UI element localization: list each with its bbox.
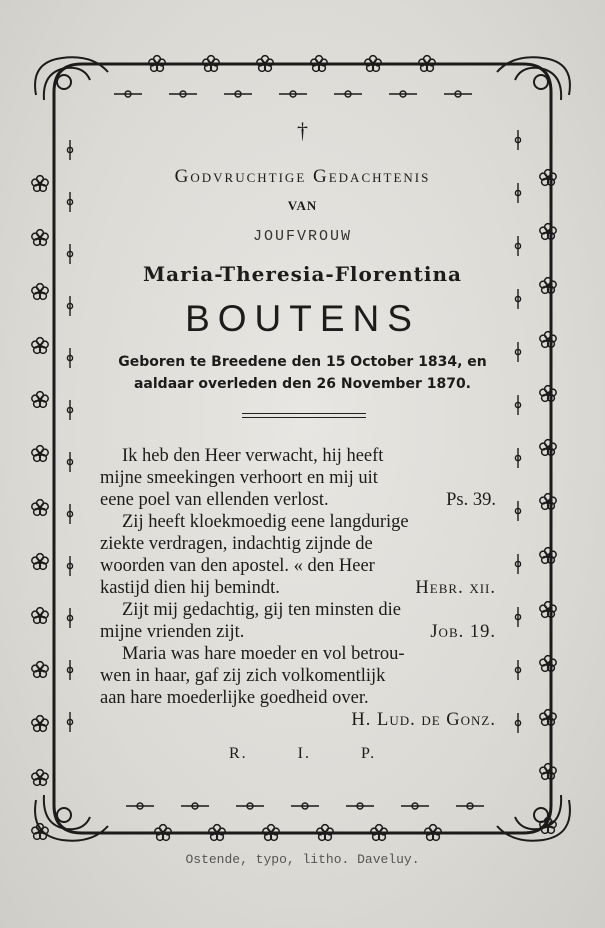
card-heading: Godvruchtige Gedachtenis <box>174 166 431 187</box>
text-line <box>100 622 496 643</box>
dash-ornament <box>279 91 307 97</box>
text-line: aan hare moederlijke goedheid over. <box>100 688 369 708</box>
rip-letter: R. <box>228 745 248 762</box>
van-label: VAN <box>287 198 318 213</box>
text-line-body: kastijd dien hij bemindt. <box>100 578 280 598</box>
flower-ornament <box>540 764 556 780</box>
cross-icon: † <box>297 118 308 143</box>
deceased-first-names: Maria-Theresia-Florentina <box>143 262 462 286</box>
dash-ornament <box>456 803 484 809</box>
dash-ornament <box>67 244 72 264</box>
deceased-surname: BOUTENS <box>185 298 420 339</box>
flower-ornament <box>32 446 48 462</box>
dash-ornament <box>515 395 520 415</box>
scripture-reference: Job. 19. <box>430 622 496 642</box>
flower-ornament <box>540 440 556 456</box>
text-line <box>100 490 496 511</box>
dash-ornament <box>181 803 209 809</box>
flower-ornament <box>32 716 48 732</box>
rip-letter: I. <box>297 745 311 762</box>
text-line: Zijt mij gedachtig, gij ten minsten die <box>122 600 401 620</box>
dash-ornament <box>334 91 362 97</box>
dash-ornament <box>224 91 252 97</box>
flower-ornament <box>540 710 556 726</box>
text-line-body: mijne vrienden zijt. <box>100 622 245 642</box>
text-line: wen in haar, gaf zij zich volkomentlijk <box>100 666 386 686</box>
dash-ornament <box>346 803 374 809</box>
dash-ornament <box>126 803 154 809</box>
dash-ornament <box>114 91 142 97</box>
dash-ornament <box>291 803 319 809</box>
flower-ornament <box>540 656 556 672</box>
dash-ornament <box>444 91 472 97</box>
signature-line: H. Lud. de Gonz. <box>351 710 496 730</box>
text-line: Zij heeft kloekmoedig eene langdurige <box>122 512 409 532</box>
dash-ornament <box>67 660 72 680</box>
flower-ornament <box>32 608 48 624</box>
scripture-reference: Hebr. xii. <box>415 578 496 598</box>
dash-ornament <box>515 554 520 574</box>
dash-ornament <box>236 803 264 809</box>
text-line: Maria was hare moeder en vol betrou- <box>122 644 405 664</box>
dash-ornament <box>401 803 429 809</box>
scripture-reference: Ps. 39. <box>446 490 496 510</box>
text-line: mijne smeekingen verhoort en mij uit <box>100 468 378 488</box>
flower-ornament <box>540 548 556 564</box>
dash-ornament <box>67 452 72 472</box>
dash-ornament <box>389 91 417 97</box>
dash-ornament <box>515 713 520 733</box>
flower-ornament <box>32 392 48 408</box>
flower-ornament <box>32 662 48 678</box>
rip-letter: P. <box>360 745 377 762</box>
dash-ornament <box>67 556 72 576</box>
dash-ornament <box>67 504 72 524</box>
birth-line-1: Geboren te Breedene den 15 October 1834, en <box>118 354 487 370</box>
text-line: ziekte verdragen, indachtig zijnde de <box>100 534 373 554</box>
dash-ornament <box>67 608 72 628</box>
rip-line <box>0 745 605 763</box>
double-rule-divider <box>242 413 366 418</box>
flower-ornament <box>32 554 48 570</box>
dash-ornament <box>169 91 197 97</box>
dash-ornament <box>67 712 72 732</box>
dash-ornament <box>67 400 72 420</box>
joufvrouw-label: JOUFVROUW <box>252 228 352 245</box>
text-line: Ik heb den Heer verwacht, hij heeft <box>122 446 384 466</box>
text-line <box>100 578 496 599</box>
text-line: woorden van den apostel. « den Heer <box>100 556 375 576</box>
flower-ornament <box>32 824 48 840</box>
flower-ornament <box>540 602 556 618</box>
birth-line-2: aaldaar overleden den 26 November 1870. <box>133 376 472 392</box>
flower-ornament <box>540 494 556 510</box>
printer-imprint: Ostende, typo, litho. Daveluy. <box>185 852 420 867</box>
flower-ornament <box>32 500 48 516</box>
text-line-body: eene poel van ellenden verlost. <box>100 490 329 510</box>
flower-ornament <box>32 770 48 786</box>
